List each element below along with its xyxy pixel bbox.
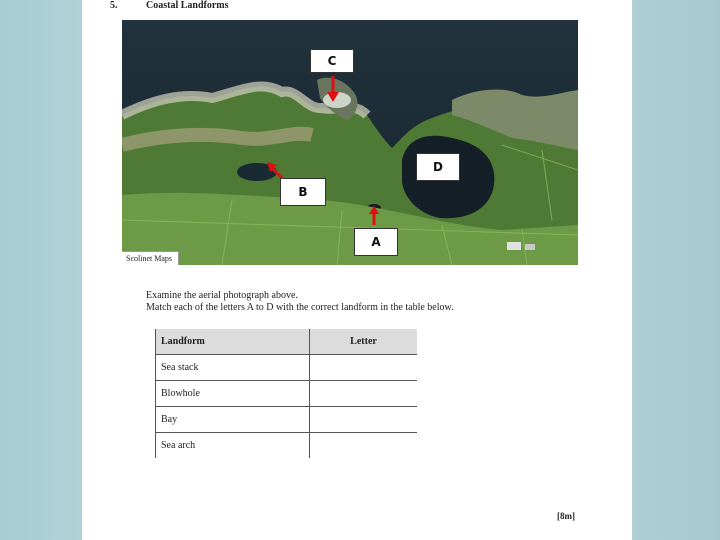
header-letter: Letter — [310, 329, 418, 355]
letter-answer-cell[interactable] — [310, 381, 418, 407]
marker-a: A — [354, 228, 398, 256]
instruction-line-2: Match each of the letters A to D with the correct landform in the table below. — [146, 302, 454, 313]
photo-credit: Scolinet Maps — [122, 251, 179, 265]
table-header-row — [156, 329, 418, 355]
letter-answer-cell[interactable] — [310, 407, 418, 433]
answer-table — [155, 329, 417, 458]
marker-b: B — [280, 178, 326, 206]
marker-c: C — [310, 49, 354, 73]
letter-answer-cell[interactable] — [310, 355, 418, 381]
question-title: Coastal Landforms — [146, 0, 229, 11]
marks-allocation: [8m] — [557, 511, 575, 521]
landform-cell: Bay — [156, 407, 310, 433]
table-row — [156, 407, 418, 433]
table-row — [156, 433, 418, 459]
landform-cell: Sea arch — [156, 433, 310, 459]
landform-cell: Blowhole — [156, 381, 310, 407]
table-row — [156, 355, 418, 381]
marker-d: D — [416, 153, 460, 181]
exam-page — [82, 0, 632, 540]
aerial-photograph — [122, 20, 578, 265]
instructions — [146, 290, 454, 314]
header-landform: Landform — [156, 329, 310, 355]
letter-answer-cell[interactable] — [310, 433, 418, 459]
instruction-line-1: Examine the aerial photograph above. — [146, 290, 298, 301]
question-number: 5. — [110, 0, 118, 11]
table-row — [156, 381, 418, 407]
landform-cell: Sea stack — [156, 355, 310, 381]
